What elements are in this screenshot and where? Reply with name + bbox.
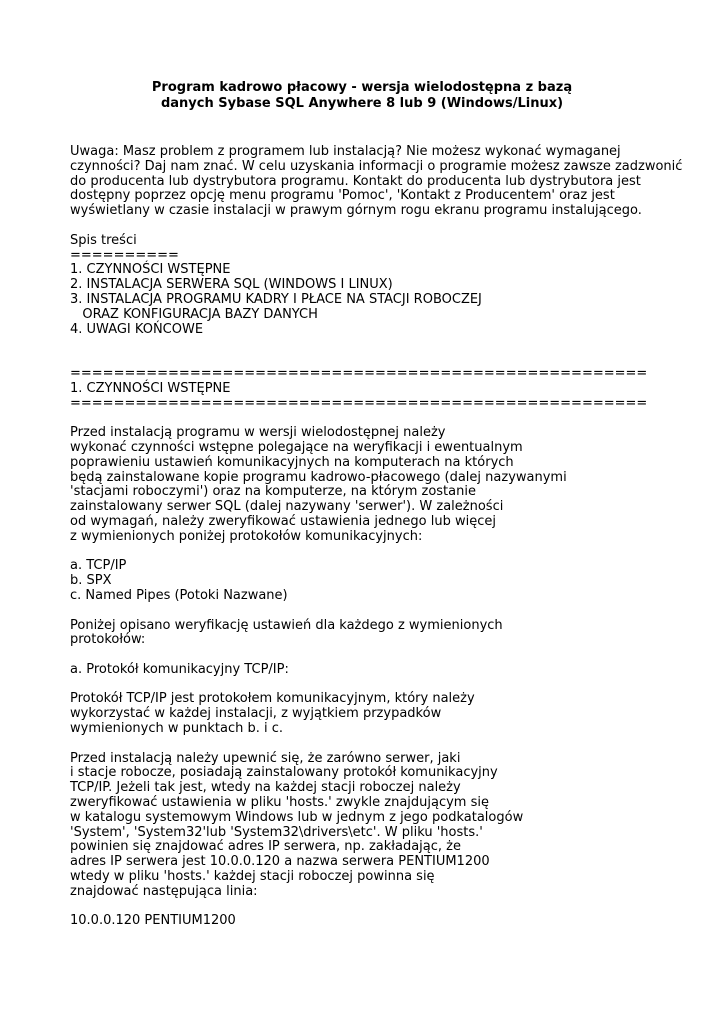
text-line: 1. CZYNNOŚCI WSTĘPNE bbox=[70, 262, 231, 278]
text-line: a. TCP/IP bbox=[70, 558, 127, 574]
text-line: Poniżej opisano weryfikację ustawień dla każdego z wymienionych bbox=[70, 617, 503, 633]
text-line: zweryfikować ustawienia w pliku 'hosts.' zwykle znajdującym się bbox=[70, 795, 489, 811]
text-line: poprawieniu ustawień komunikacyjnych na komputerach na których bbox=[70, 454, 514, 470]
document-title bbox=[0, 80, 724, 112]
title-line-1: Program kadrowo płacowy - wersja wielodostępna z bazą bbox=[151, 80, 573, 95]
text-line bbox=[70, 737, 710, 752]
text-line: ORAZ KONFIGURACJA BAZY DANYCH bbox=[70, 306, 318, 322]
text-line: 'System', 'System32'lub 'System32\drivers\etc'. W pliku 'hosts.' bbox=[70, 824, 483, 840]
text-line: ===================================================== bbox=[70, 395, 648, 411]
text-line bbox=[70, 337, 710, 352]
text-line: ========== bbox=[70, 247, 179, 263]
text-line bbox=[70, 604, 710, 619]
text-line: 10.0.0.120 PENTIUM1200 bbox=[70, 913, 236, 929]
text-line: adres IP serwera jest 10.0.0.120 a nazwa serwera PENTIUM1200 bbox=[70, 854, 490, 870]
text-line: wykorzystać w każdej instalacji, z wyjątkiem przypadków bbox=[70, 706, 442, 722]
text-line: 2. INSTALACJA SERWERA SQL (WINDOWS I LINUX) bbox=[70, 277, 393, 293]
text-line: zainstalowany serwer SQL (dalej nazywany 'serwer'). W zależności bbox=[70, 499, 504, 515]
text-line: Przed instalacją programu w wersji wielodostępnej należy bbox=[70, 425, 446, 441]
text-line: czynności? Daj nam znać. W celu uzyskania informacji o programie możesz zawsze zadzwonić bbox=[70, 158, 683, 174]
document-body bbox=[70, 145, 710, 929]
text-line: dostępny poprzez opcję menu programu 'Pomoc', 'Kontakt z Producentem' oraz jest bbox=[70, 188, 615, 204]
text-line: a. Protokół komunikacyjny TCP/IP: bbox=[70, 661, 289, 677]
text-line: będą zainstalowane kopie programu kadrowo-płacowego (dalej nazywanymi bbox=[70, 469, 567, 485]
text-line bbox=[70, 545, 710, 560]
text-line bbox=[70, 900, 710, 915]
text-line: Przed instalacją należy upewnić się, że zarówno serwer, jaki bbox=[70, 750, 461, 766]
text-line: Uwaga: Masz problem z programem lub instalacją? Nie możesz wykonać wymaganej bbox=[70, 144, 621, 159]
text-line: 1. CZYNNOŚCI WSTĘPNE bbox=[70, 380, 231, 396]
text-line bbox=[70, 678, 710, 693]
text-line: z wymienionych poniżej protokołów komunikacyjnych: bbox=[70, 528, 423, 544]
text-line: od wymagań, należy zweryfikować ustawienia jednego lub więcej bbox=[70, 513, 496, 529]
text-line bbox=[70, 411, 710, 426]
title-line-2: danych Sybase SQL Anywhere 8 lub 9 (Windows/Linux) bbox=[160, 96, 564, 111]
text-line bbox=[70, 219, 710, 234]
text-line: w katalogu systemowym Windows lub w jednym z jego podkatalogów bbox=[70, 809, 524, 825]
text-line: Spis treści bbox=[70, 232, 137, 248]
text-line: Protokół TCP/IP jest protokołem komunikacyjnym, który należy bbox=[70, 691, 475, 707]
text-line: i stacje robocze, posiadają zainstalowany protokół komunikacyjny bbox=[70, 765, 498, 781]
text-line bbox=[70, 352, 710, 367]
text-line: c. Named Pipes (Potoki Nazwane) bbox=[70, 587, 288, 603]
text-line: wykonać czynności wstępne polegające na weryfikacji i ewentualnym bbox=[70, 439, 523, 455]
text-line: wtedy w pliku 'hosts.' każdej stacji roboczej powinna się bbox=[70, 869, 435, 885]
text-line: ===================================================== bbox=[70, 365, 648, 381]
text-line: 3. INSTALACJA PROGRAMU KADRY I PŁACE NA STACJI ROBOCZEJ bbox=[70, 291, 482, 307]
text-line: powinien się znajdować adres IP serwera, np. zakładając, że bbox=[70, 839, 461, 855]
text-line: wyświetlany w czasie instalacji w prawym górnym rogu ekranu programu instalującego. bbox=[70, 203, 642, 219]
text-line: protokołów: bbox=[70, 632, 146, 648]
text-line: 4. UWAGI KOŃCOWE bbox=[70, 321, 204, 337]
text-line: wymienionych w punktach b. i c. bbox=[70, 721, 284, 737]
text-line bbox=[70, 648, 710, 663]
text-line: znajdować następująca linia: bbox=[70, 883, 258, 899]
text-line: TCP/IP. Jeżeli tak jest, wtedy na każdej stacji roboczej należy bbox=[70, 780, 461, 796]
text-line: do producenta lub dystrybutora programu. Kontakt do producenta lub dystrybutora jest bbox=[70, 173, 641, 189]
text-line: b. SPX bbox=[70, 573, 112, 589]
text-line: 'stacjami roboczymi') oraz na komputerze, na którym zostanie bbox=[70, 484, 476, 500]
